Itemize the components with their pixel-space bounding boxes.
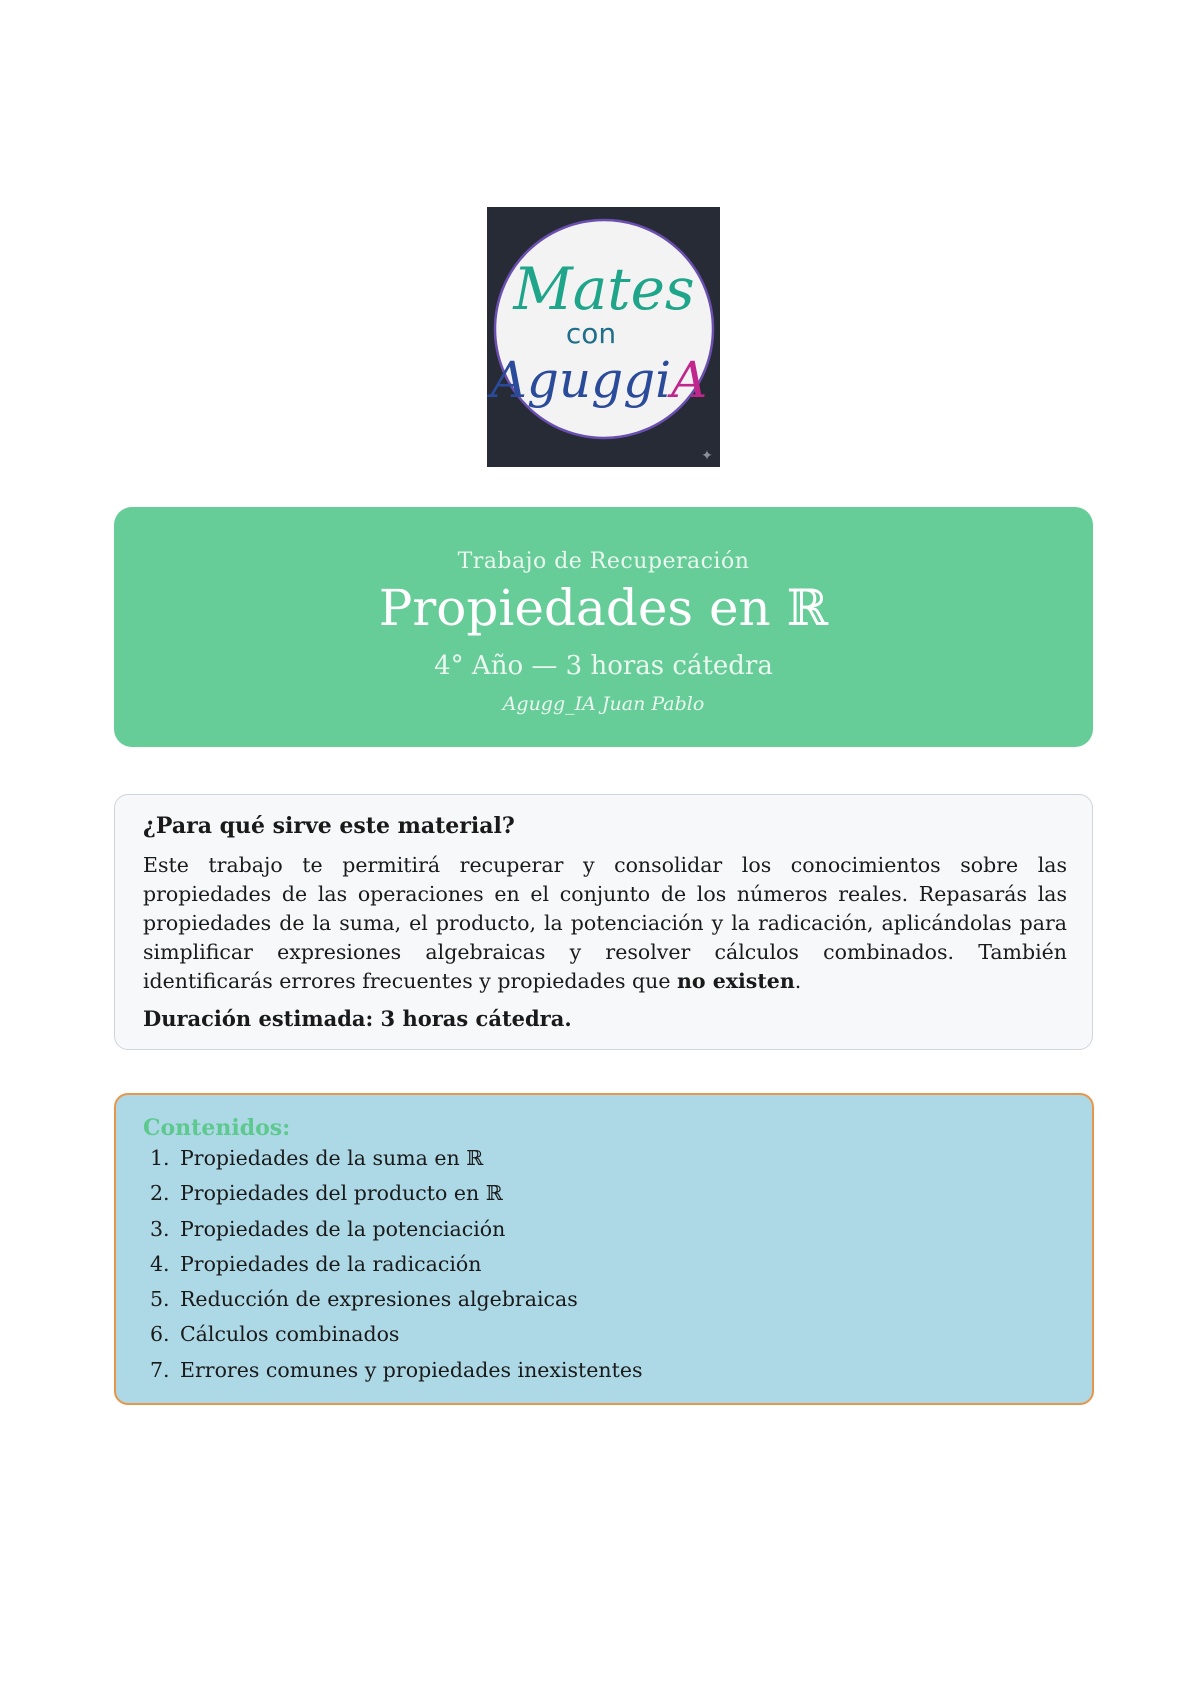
item-label: Errores comunes y propiedades inexistentes bbox=[180, 1357, 643, 1382]
item-label: Reducción de expresiones algebraicas bbox=[180, 1287, 578, 1312]
purpose-emphasis: no existen bbox=[677, 969, 795, 993]
sparkle-icon: ✦ bbox=[701, 448, 713, 464]
item-number: 7. bbox=[150, 1357, 170, 1382]
logo-graphic bbox=[487, 207, 720, 467]
item-label: Propiedades de la potenciación bbox=[180, 1216, 506, 1241]
contents-list bbox=[150, 1141, 643, 1388]
list-item bbox=[150, 1176, 643, 1211]
item-label: Propiedades de la radicación bbox=[180, 1251, 482, 1276]
document-author: Agugg_IA Juan Pablo bbox=[502, 693, 705, 715]
document-subtitle: 4° Año — 3 horas cátedra bbox=[434, 651, 773, 681]
purpose-paragraph bbox=[143, 851, 1067, 996]
list-item bbox=[150, 1141, 643, 1176]
purpose-text-end: . bbox=[794, 969, 802, 993]
logo-line-aguggia bbox=[487, 351, 707, 409]
list-item bbox=[150, 1317, 643, 1352]
logo-line-mates: Mates bbox=[513, 255, 695, 323]
item-number: 4. bbox=[150, 1251, 170, 1276]
item-label: Cálculos combinados bbox=[180, 1322, 400, 1347]
list-item bbox=[150, 1212, 643, 1247]
duration-note: Duración estimada: 3 horas cátedra. bbox=[143, 1006, 572, 1031]
item-number: 6. bbox=[150, 1322, 170, 1347]
document-kicker: Trabajo de Recuperación bbox=[457, 549, 750, 574]
item-number: 1. bbox=[150, 1146, 170, 1170]
logo-ia-accent: A bbox=[671, 351, 708, 409]
logo-line-con: con bbox=[565, 317, 617, 350]
item-label: Propiedades del producto en ℝ bbox=[180, 1181, 503, 1206]
list-item bbox=[150, 1247, 643, 1282]
purpose-text: Este trabajo te permitirá recuperar y consolidar los conocimientos sobre las propiedades de las operaciones en el conjunto de los números reales. Repasarás las propiedades de la suma, el producto, la potenciación y la radicación, aplicándolas para simplificar expresiones algebraicas y resolver cálculos combinados. También identificarás errores frecuentes y propiedades que bbox=[143, 853, 1067, 993]
contents-box bbox=[114, 1093, 1094, 1405]
purpose-heading: ¿Para qué sirve este material? bbox=[143, 813, 515, 839]
item-number: 2. bbox=[150, 1181, 170, 1206]
logo-aguggi: Aguggi bbox=[490, 351, 672, 409]
list-item bbox=[150, 1353, 643, 1388]
list-item bbox=[150, 1282, 643, 1317]
item-label: Propiedades de la suma en ℝ bbox=[180, 1146, 484, 1170]
document-title: Propiedades en ℝ bbox=[378, 579, 829, 637]
purpose-box bbox=[114, 794, 1093, 1050]
contents-heading: Contenidos: bbox=[143, 1115, 291, 1141]
title-banner bbox=[114, 507, 1093, 747]
logo bbox=[487, 207, 720, 467]
item-number: 5. bbox=[150, 1287, 170, 1312]
item-number: 3. bbox=[150, 1216, 170, 1241]
